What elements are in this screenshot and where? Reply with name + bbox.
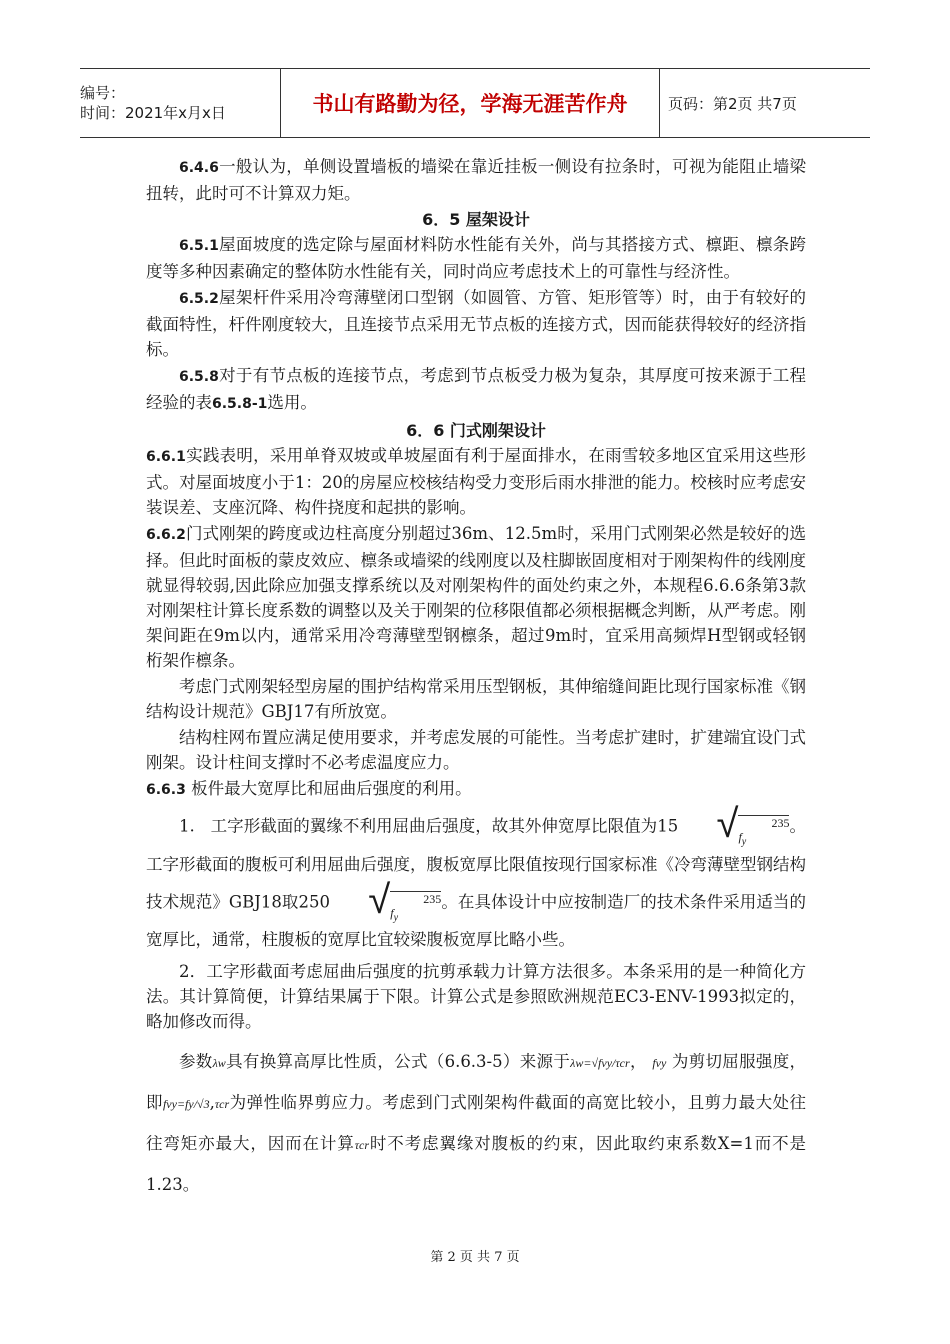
formula-lambda-w: λw=√fvy/τcr xyxy=(570,1056,630,1071)
header-motto: 书山有路勤为径，学海无涯苦作舟 xyxy=(280,69,660,137)
date-label: 时间：2021年x月x日 xyxy=(80,104,226,122)
paragraph-parameter: 参数λw具有换算高厚比性质，公式（6.6.3-5）来源于λw=√fvy/τcr， fvy 为剪切屈服强度，即fvy=fy/√3,τcr为弹性临界剪应力。考虑到门式刚架构件截面的高宽比较小，且剪力最大处往往弯矩亦最大，因而在计算τcr时不考虑翼缘对腹板的约束，因此取约束系数X=1而不是1.23。 xyxy=(146,1052,807,1195)
sqrt-formula-2: √ 235 $f_y$ xyxy=(368,876,442,924)
section-heading-6-5: 6．5 屋架设计 xyxy=(422,210,530,229)
paragraph-6-6-2: 6.6.2门式刚架的跨度或边柱高度分别超过36m、12.5m时，采用门式刚架必然是较好的选择。但此时面板的蒙皮效应、檩条或墙梁的线刚度以及柱脚嵌固度相对于刚架构件的线刚度就显得较弱,因此除应加强支撑系统以及对刚架构件的面处约束之外，本规程6.6.6条第3款对刚架柱计算长度系数的调整以及关于刚架的位移限值都必须根据概念判断，从严考虑。刚架间距在9m以内，通常采用冷弯薄壁型钢檩条，超过9m时，宜采用高频焊H型钢或轻钢桁架作檩条。 xyxy=(146,524,806,670)
paragraph-6-4-6: 6.4.6一般认为，单侧设置墙板的墙梁在靠近挂板一侧设有拉条时，可视为能阻止墙梁扭转，此时可不计算双力矩。 xyxy=(146,157,806,203)
section-heading-6-6: 6．6 门式刚架设计 xyxy=(406,421,546,440)
document-body xyxy=(146,154,806,1206)
paragraph-6-6-3: 6.6.3 板件最大宽厚比和屈曲后强度的利用。 xyxy=(146,779,472,798)
paragraph-6-5-1: 6.5.1屋面坡度的选定除与屋面材料防水性能有关外，尚与其搭接方式、檩距、檩条跨度等多种因素确定的整体防水性能有关，同时尚应考虑技术上的可靠性与经济性。 xyxy=(146,235,806,281)
item-2: 2．工字形截面考虑屈曲后强度的抗剪承载力计算方法很多。本条采用的是一种简化方法。其计算简便，计算结果属于下限。计算公式是参照欧洲规范EC3-ENV-1993拟定的，略加修改而得。 xyxy=(146,962,806,1032)
formula-fvy: fvy=fy/√3 xyxy=(162,1097,210,1112)
number-label: 编号： xyxy=(80,84,126,102)
header-meta xyxy=(80,69,280,137)
page-header xyxy=(80,68,870,138)
paragraph-6-5-2: 6.5.2屋架杆件采用冷弯薄壁闭口型钢（如圆管、方管、矩形管等）时，由于有较好的截面特性，杆件刚度较大，且连接节点采用无节点板的连接方式，因而能获得较好的经济指标。 xyxy=(146,288,806,359)
paragraph-6-6-1: 6.6.1实践表明，采用单脊双坡或单坡屋面有利于屋面排水，在雨雪较多地区宜采用这些形式。对屋面坡度小于1：20的房屋应校核结构受力变形后雨水排泄的能力。校核时应考虑安装误差、支座沉降、构件挠度和起拱的影响。 xyxy=(146,446,806,517)
page-footer: 第 2 页 共 7 页 xyxy=(430,1250,520,1265)
paragraph-expansion-joint: 考虑门式刚架轻型房屋的围护结构常采用压型钢板，其伸缩缝间距比现行国家标准《钢结构设计规范》GBJ17有所放宽。 xyxy=(146,677,806,721)
item-1: 1. 工字形截面的翼缘不利用屈曲后强度，故其外伸宽厚比限值为15 √ 235 $f_y$。工字形截面的腹板可利用屈曲后强度，腹板宽厚比限值按现行国家标准《冷弯薄壁型钢结构技术规范》GBJ18取250 √ 235 $f_y$。在具体设计中应按制造厂的技术条件采用适当的宽厚比，通常，柱腹板的宽厚比宜较梁腹板宽厚比略小些。 xyxy=(146,801,806,950)
sqrt-formula: √ 235 $f_y$ xyxy=(716,801,790,848)
paragraph-6-5-8: 6.5.8对于有节点板的连接节点，考虑到节点板受力极为复杂，其厚度可按来源于工程经验的表6.5.8-1选用。 xyxy=(146,366,806,412)
paragraph-column-grid: 结构柱网布置应满足使用要求，并考虑发展的可能性。当考虑扩建时，扩建端宜设门式刚架。设计柱间支撑时不必考虑温度应力。 xyxy=(146,728,806,772)
header-page-label: 页码：第2页 共7页 xyxy=(668,94,797,113)
